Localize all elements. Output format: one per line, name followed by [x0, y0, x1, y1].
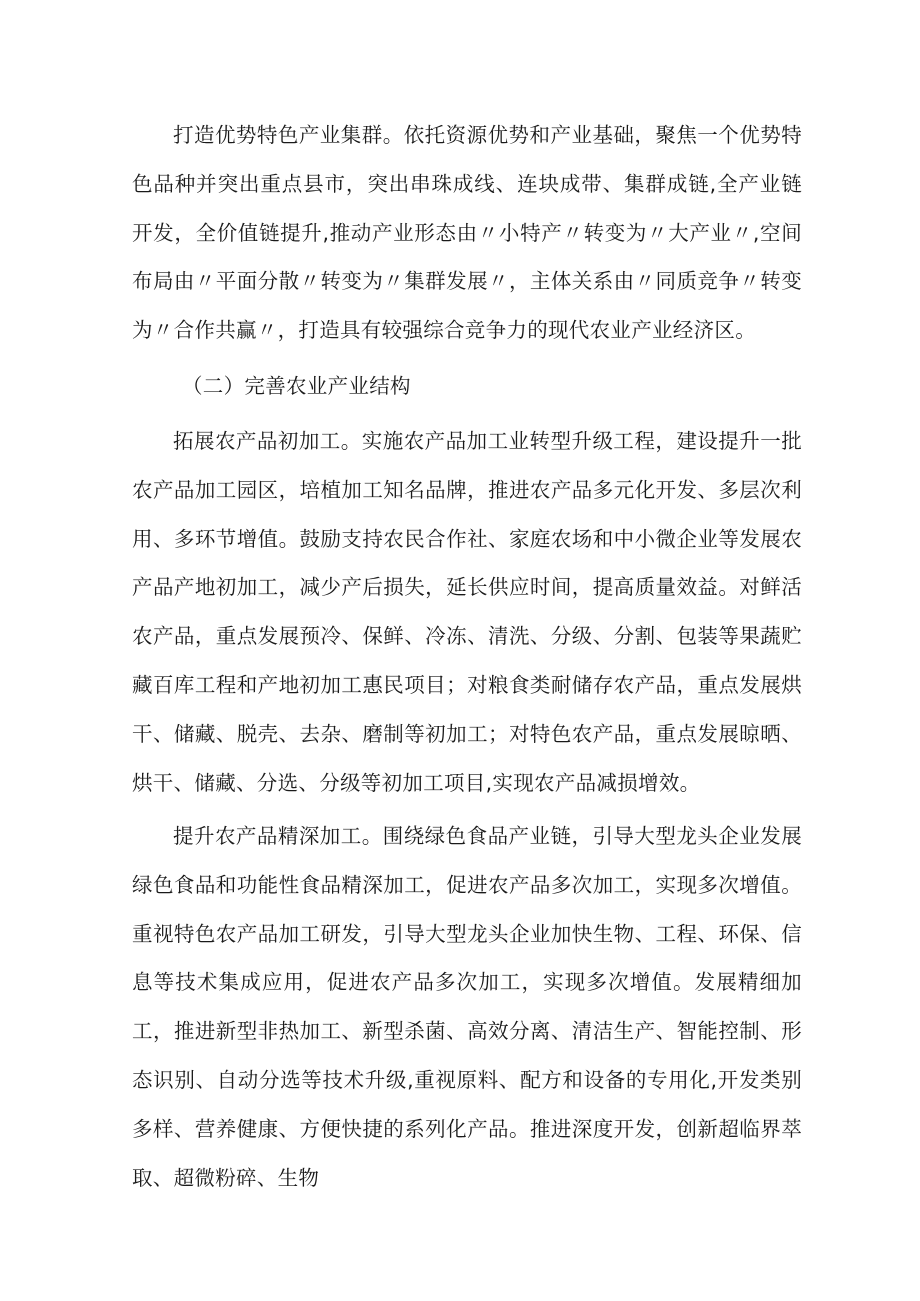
body-paragraph-primary-processing: 拓展农产品初加工。实施农产品加工业转型升级工程，建设提升一批农产品加工园区，培植加工知名品牌，推进农产品多元化开发、多层次利用、多环节增值。鼓励支持农民合作社、家庭农场和中小微企业等发展农产品产地初加工，减少产后损失，延长供应时间，提高质量效益。对鲜活农产品，重点发展预冷、保鲜、冷冻、清洗、分级、分割、包装等果蔬贮藏百库工程和产地初加工惠民项目；对粮食类耐储存农产品，重点发展烘干、储藏、脱壳、去杂、磨制等初加工；对特色农产品，重点发展晾晒、烘干、储藏、分选、分级等初加工项目,实现农产品减损增效。: [132, 429, 802, 795]
body-paragraph-industry-cluster: 打造优势特色产业集群。依托资源优势和产业基础，聚焦一个优势特色品种并突出重点县市，突出串珠成线、连块成带、集群成链,全产业链开发，全价值链提升,推动产业形态由〃小特产〃转变为〃大产业〃,空间布局由〃平面分散〃转变为〃集群发展〃，主体关系由〃同质竞争〃转变为〃合作共赢〃，打造具有较强综合竞争力的现代农业产业经济区。: [132, 123, 802, 343]
section-heading: （二）完善农业产业结构: [182, 374, 411, 398]
body-paragraph-deep-processing: 提升农产品精深加工。围绕绿色食品产业链，引导大型龙头企业发展绿色食品和功能性食品精深加工，促进农产品多次加工，实现多次增值。重视特色农产品加工研发，引导大型龙头企业加快生物、工程、环保、信息等技术集成应用，促进农产品多次加工，实现多次增值。发展精细加工，推进新型非热加工、新型杀菌、高效分离、清洁生产、智能控制、形态识别、自动分选等技术升级,重视原料、配方和设备的专用化,开发类别多样、营养健康、方便快捷的系列化产品。推进深度开发，创新超临界萃取、超微粉碎、生物: [132, 824, 802, 1190]
